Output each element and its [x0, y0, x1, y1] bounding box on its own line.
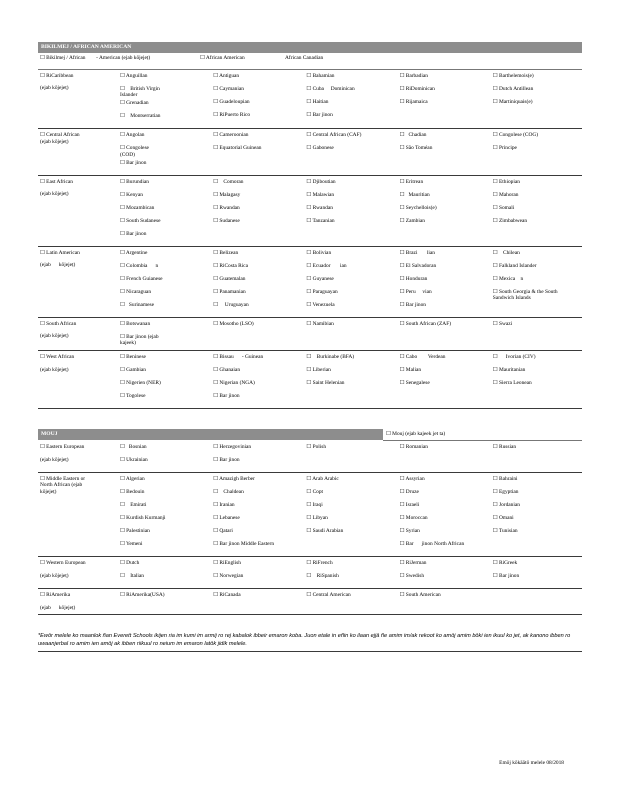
option-checkbox[interactable]: ☐ Cabo Verdean — [399, 354, 446, 361]
option-checkbox[interactable]: ☐ South American — [399, 592, 441, 599]
option-checkbox[interactable]: ☐ Namibian — [306, 320, 334, 327]
option-mouj[interactable]: ☐ Mouj (ejab kajeek jet ta) — [383, 429, 582, 441]
option-checkbox[interactable]: ☐ Italian — [120, 573, 144, 580]
option-checkbox[interactable]: ☐ Ecuador ian — [306, 262, 347, 269]
option-checkbox[interactable]: ☐ Anguillan — [120, 73, 148, 79]
option-checkbox[interactable]: ☐ Bedouin — [120, 489, 145, 496]
option-checkbox[interactable]: ☐ Honduran — [399, 275, 428, 282]
option-checkbox[interactable]: ☐ Equatorial Guinean — [213, 145, 262, 152]
option-checkbox[interactable]: ☐ South African (ZAF) — [399, 320, 451, 327]
option-checkbox[interactable]: ☐ Zimbabwean — [492, 217, 528, 224]
option-african-american[interactable]: ☐ African American — [200, 55, 245, 61]
option-checkbox[interactable]: ☐ Mexica n — [492, 275, 524, 282]
option-column — [118, 443, 209, 469]
option-checkbox[interactable]: ☐ Bar jinon — [120, 159, 147, 166]
option-checkbox — [491, 111, 582, 124]
option-checkbox[interactable]: ☐ RiDominican — [399, 86, 435, 92]
option-checkbox[interactable]: ☐ Kurdish Kurmanji — [120, 515, 166, 522]
option-column — [398, 178, 489, 243]
option-checkbox[interactable]: ☐ Bar jinon Middle Eastern — [213, 541, 275, 548]
option-checkbox[interactable]: ☐ Antiguan — [213, 73, 240, 79]
option-checkbox[interactable]: ☐ Malian — [399, 367, 422, 374]
option-checkbox[interactable]: ☐ Guadeloupian — [213, 99, 250, 105]
option-checkbox[interactable]: ☐ Arab Arabic — [306, 476, 339, 483]
group-label-checkbox[interactable]: ☐ South African (ejab kōjejeṭ) — [40, 320, 77, 340]
option-checkbox[interactable]: ☐ Bar jinon (ejab kajeek) — [120, 333, 159, 347]
option-checkbox — [491, 591, 582, 604]
option-checkbox[interactable]: ☐ Rwandan — [213, 204, 240, 211]
option-checkbox[interactable]: ☐ Angolan — [120, 132, 145, 139]
option-column — [398, 475, 489, 553]
option-checkbox[interactable]: ☐ Bahamian — [306, 73, 335, 79]
option-column — [211, 72, 302, 125]
option-checkbox[interactable]: ☐ Tunisian — [492, 528, 518, 535]
mouj-header — [38, 429, 582, 441]
option-checkbox[interactable]: ☐ Falkland Islander — [492, 262, 537, 269]
option-checkbox[interactable]: ☐ Bissau - Guinean — [213, 354, 264, 361]
option-column — [118, 178, 209, 243]
option-checkbox[interactable]: ☐ Barthelemois(e) — [492, 73, 534, 79]
option-column — [304, 475, 395, 553]
option-checkbox[interactable]: ☐ Chilean — [492, 249, 520, 256]
option-column — [491, 443, 582, 469]
section-title-mouj: MOUJ — [38, 429, 383, 440]
option-checkbox[interactable]: ☐ Assyrian — [399, 476, 425, 483]
option-column — [304, 353, 395, 405]
option-column — [211, 353, 302, 405]
option-column — [118, 559, 209, 585]
option-column — [118, 249, 209, 314]
option-checkbox[interactable]: ☐ Polish — [306, 444, 327, 451]
option-checkbox[interactable]: ☐ Gabonese — [306, 145, 334, 152]
option-column — [304, 443, 395, 469]
group-label-checkbox[interactable]: ☐ Middle Eastern or North African (ejab kōjejeṭ) — [40, 476, 86, 495]
option-column — [398, 72, 489, 125]
option-checkbox[interactable]: ☐ Algerian — [120, 476, 145, 483]
african-american-top-options — [38, 53, 582, 70]
option-checkbox[interactable]: ☐ Brazi lian — [399, 249, 435, 256]
option-checkbox[interactable]: ☐ Uruguayan — [213, 301, 249, 308]
option-checkbox[interactable]: ☐ Copt — [306, 489, 324, 496]
option-checkbox[interactable]: ☐ Syrian — [399, 528, 420, 535]
option-checkbox[interactable]: ☐ Paraguayan — [306, 288, 338, 295]
option-checkbox[interactable]: ☐ Caymanian — [213, 86, 244, 92]
option-checkbox[interactable]: ☐ Mahoran — [492, 191, 519, 198]
option-checkbox[interactable]: ☐ RiFrench — [306, 560, 333, 567]
option-checkbox[interactable]: ☐ Ghanaian — [213, 367, 241, 374]
option-checkbox[interactable]: ☐ Bar jinon — [213, 457, 240, 464]
option-checkbox[interactable]: ☐ RiSpanish — [306, 573, 339, 580]
option-checkbox[interactable]: ☐ Saudi Arabian — [306, 528, 344, 535]
option-column — [211, 591, 302, 611]
option-checkbox[interactable]: ☐ RiGreek — [492, 560, 518, 567]
option-checkbox[interactable]: ☐ Liberian — [306, 367, 331, 374]
option-checkbox[interactable]: ☐ Zambian — [399, 217, 425, 224]
option-checkbox[interactable]: ☐ Central African (CAF) — [306, 132, 362, 139]
option-checkbox[interactable]: ☐ Bar jinon — [120, 230, 147, 237]
option-checkbox[interactable]: ☐ Yemeni — [120, 541, 143, 548]
option-checkbox[interactable]: ☐ Mauritian — [399, 191, 430, 198]
option-checkbox[interactable]: ☐ Dutch Antillean — [492, 86, 534, 92]
option-checkbox[interactable]: ☐ Norwegian — [213, 573, 244, 580]
option-checkbox[interactable]: ☐ Tanzanian — [306, 217, 335, 224]
mouj-groups — [38, 441, 582, 615]
option-checkbox[interactable]: ☐ Chadian — [399, 132, 427, 139]
option-column — [491, 72, 582, 125]
option-checkbox[interactable]: ☐ Nigerian (NGA) — [213, 380, 255, 387]
option-column — [491, 131, 582, 171]
option-column — [491, 320, 582, 347]
group-row — [38, 70, 582, 129]
option-checkbox[interactable]: ☐ Guatemalan — [213, 275, 246, 282]
option-checkbox[interactable]: ☐ Somali — [492, 204, 515, 211]
option-checkbox[interactable]: ☐ Swedish — [399, 573, 425, 580]
option-column — [304, 131, 395, 171]
option-column — [118, 475, 209, 553]
option-checkbox[interactable]: ☐ Bosnian — [120, 444, 147, 451]
option-column — [304, 249, 395, 314]
option-checkbox[interactable]: ☐ RiJerman — [399, 560, 427, 567]
option-column — [491, 475, 582, 553]
option-column — [211, 559, 302, 585]
option-checkbox[interactable]: ☐ Emirati — [120, 502, 147, 509]
option-checkbox[interactable]: ☐ Omani — [492, 515, 514, 522]
group-label-checkbox[interactable]: ☐ Latin American (ejab kōjejeṭ) — [40, 249, 80, 269]
option-checkbox[interactable]: ☐ Congolese (COD) — [120, 145, 149, 158]
option-checkbox[interactable]: ☐ Bar jinon — [213, 393, 240, 400]
option-checkbox[interactable]: ☐ Grenadian — [120, 100, 149, 107]
option-checkbox[interactable]: ☐ Panamanian — [213, 288, 246, 295]
option-checkbox[interactable]: ☐ Peru vian — [399, 288, 432, 295]
option-checkbox[interactable]: ☐ Herzegovinian — [213, 444, 252, 451]
option-column — [118, 320, 209, 347]
option-checkbox[interactable]: ☐ Rwandan — [306, 204, 333, 211]
option-checkbox[interactable]: ☐ RiEnglish — [213, 560, 241, 567]
group-label-checkbox[interactable]: ☐ East African (ejab kōjejeṭ) — [40, 178, 73, 198]
section-title-african-american: BIKILMEJ / AFRICAN AMERICAN — [38, 42, 582, 53]
african-american-groups — [38, 70, 582, 409]
option-checkbox[interactable]: ☐ Guyanese — [306, 275, 334, 282]
option-checkbox[interactable]: ☐ Comoran — [213, 178, 244, 185]
option-column — [211, 320, 302, 347]
option-checkbox[interactable]: ☐ Montserratian — [120, 113, 161, 120]
option-checkbox[interactable]: ☐ Dutch — [120, 560, 140, 567]
group-label-checkbox[interactable]: ☐ Western European (ejab kōjejeṭ) — [40, 560, 86, 579]
option-checkbox[interactable]: ☐ RiCanada — [213, 592, 241, 599]
option-checkbox[interactable]: ☐ Martiniquais(e) — [492, 99, 533, 105]
option-column — [398, 559, 489, 585]
option-checkbox[interactable]: ☐ Burkinabe (BFA) — [306, 354, 355, 361]
option-checkbox[interactable]: ☐ El Salvadoran — [399, 262, 437, 269]
option-checkbox[interactable]: ☐ Iranian — [213, 502, 235, 509]
option-checkbox[interactable]: ☐ Cuba Dominican — [306, 86, 355, 92]
option-column — [304, 559, 395, 585]
option-checkbox[interactable]: ☐ Seychellois(e) — [399, 204, 437, 211]
option-checkbox[interactable]: ☐ Belizean — [213, 249, 239, 256]
option-checkbox[interactable]: ☐ Cameroonian — [213, 132, 249, 139]
option-checkbox[interactable]: ☐ Senegalese — [399, 380, 430, 387]
option-checkbox[interactable]: ☐ Central American — [306, 592, 351, 599]
option-checkbox[interactable]: ☐ Sierra Leonean — [492, 380, 532, 387]
option-checkbox[interactable]: ☐ Libyan — [306, 515, 328, 522]
footnote: *Ewōr melele ko maanlok ñan Everett Schools ikijen ria im kumi im armij ro rej kabalok ibbeir emaron koba. Juon etale in eñin ko ilaan ejjā ñe amim im/ak rekoot ko amōj amim bōki ien ikuul ko jet, ak kanono ibben ro uwaanjerbal ro amim ien amōj ak ibben riikuul ro neium im emaron latōk jidik melele. — [38, 633, 582, 653]
option-checkbox[interactable]: ☐ Jordanian — [492, 502, 520, 509]
option-column — [398, 443, 489, 469]
group-row — [38, 318, 582, 351]
option-checkbox[interactable]: ☐ Djiboutian — [306, 178, 336, 185]
option-checkbox[interactable]: ☐ Rijamaica — [399, 99, 428, 105]
option-column — [398, 353, 489, 405]
option-column — [398, 131, 489, 171]
group-row — [38, 129, 582, 175]
option-checkbox[interactable]: ☐ Qatari — [213, 528, 233, 535]
option-checkbox[interactable]: ☐ RiPuerto Rico — [213, 112, 251, 118]
option-checkbox[interactable]: ☐ Amazigh Berber — [213, 476, 255, 483]
option-checkbox[interactable]: ☐ Mozambican — [120, 204, 155, 211]
option-checkbox[interactable]: ☐ Ukrainian — [120, 457, 148, 464]
group-row — [38, 351, 582, 409]
option-column — [118, 72, 209, 125]
option-column — [491, 249, 582, 314]
option-checkbox[interactable]: ☐ Bar jinon North African — [399, 541, 465, 548]
option-checkbox[interactable]: ☐ Moroccan — [399, 515, 428, 522]
option-checkbox[interactable]: ☐ Beninese — [120, 354, 146, 361]
option-african-canadian[interactable]: African Canadian — [285, 55, 324, 61]
option-checkbox[interactable]: ☐ South Georgia & the South Sandwich Islands — [492, 288, 558, 302]
option-checkbox[interactable]: ☐ Burundian — [120, 178, 149, 185]
option-checkbox[interactable]: ☐ Nicaraguan — [120, 288, 152, 295]
option-checkbox[interactable]: ☐ Ethiopian — [492, 178, 520, 185]
option-checkbox[interactable]: ☐ Palestinian — [120, 528, 150, 535]
revision-date: Emōj kōkāātō melele 08/2018 — [499, 760, 564, 766]
option-checkbox[interactable]: ☐ French Guianese — [120, 275, 163, 282]
option-checkbox[interactable]: ☐ British Virgin Islander — [120, 86, 160, 99]
option-checkbox[interactable]: ☐ Russian — [492, 444, 517, 451]
option-checkbox[interactable]: ☐ Israeli — [399, 502, 420, 509]
option-column — [398, 320, 489, 347]
option-checkbox[interactable]: ☐ Bolivian — [306, 249, 332, 256]
option-checkbox[interactable]: ☐ Lebanese — [213, 515, 240, 522]
option-checkbox[interactable]: ☐ Iraqi — [306, 502, 323, 509]
option-african-american-general[interactable]: ☐ Bikilmej / African - American (ejab kōjejeṭ) — [40, 55, 151, 61]
option-checkbox[interactable]: ☐ Mauritanian — [492, 367, 526, 374]
option-column — [304, 591, 395, 611]
option-checkbox[interactable]: ☐ Ivorian (CIV) — [492, 354, 536, 361]
group-row — [38, 176, 582, 247]
option-checkbox[interactable]: ☐ Botswanan — [120, 320, 151, 327]
group-label-checkbox[interactable]: ☐ Eastern European (ejab kōjejeṭ) — [40, 444, 85, 463]
option-checkbox[interactable]: ☐ Swazi — [492, 320, 513, 327]
option-checkbox[interactable]: ☐ Saint Helenian — [306, 380, 345, 387]
group-label-checkbox[interactable]: ☐ RiCaribbean (ejab kōjejeṭ) — [40, 73, 74, 92]
option-column — [211, 178, 302, 243]
option-checkbox[interactable]: ☐ Congolese (COG) — [492, 132, 539, 139]
option-column — [211, 249, 302, 314]
group-row — [38, 247, 582, 318]
group-row — [38, 473, 582, 557]
option-checkbox[interactable]: ☐ Gambian — [120, 367, 146, 374]
option-checkbox[interactable]: ☐ Bahraini — [492, 476, 518, 483]
option-checkbox[interactable]: ☐ Druze — [399, 489, 419, 496]
option-column — [211, 443, 302, 469]
option-checkbox[interactable]: ☐ RiCosta Rica — [213, 262, 248, 269]
option-checkbox[interactable]: ☐ Barbadian — [399, 73, 428, 79]
option-checkbox[interactable]: ☐ São Toméan — [399, 145, 433, 152]
form-page — [38, 42, 582, 652]
option-checkbox[interactable]: ☐ Bar jinon — [492, 573, 520, 580]
option-column — [491, 353, 582, 405]
group-row — [38, 441, 582, 473]
option-checkbox[interactable]: ☐ Chaldean — [213, 489, 244, 496]
group-label-checkbox[interactable]: ☐ Central African (ejab kōjejeṭ) — [40, 132, 80, 145]
option-checkbox[interactable]: ☐ Eritrean — [399, 178, 424, 185]
option-column — [398, 249, 489, 314]
option-checkbox[interactable]: ☐ Egyptian — [492, 489, 519, 496]
option-column — [304, 320, 395, 347]
group-label-checkbox[interactable]: ☐ RiAmerika (ejab kōjejeṭ) — [40, 592, 76, 611]
option-checkbox[interactable]: ☐ Haitian — [306, 99, 329, 105]
option-checkbox[interactable]: ☐ Romanian — [399, 444, 428, 451]
group-label-checkbox[interactable]: ☐ West African (ejab kōjejeṭ) — [40, 354, 75, 373]
option-column — [118, 591, 209, 611]
option-checkbox[interactable]: ☐ Malawian — [306, 191, 335, 198]
option-checkbox[interactable]: ☐ RiAmerika(USA) — [120, 592, 165, 599]
option-checkbox[interactable]: ☐ Surinamese — [120, 301, 155, 308]
group-row — [38, 589, 582, 615]
option-checkbox[interactable]: ☐ Bar jinon — [306, 112, 333, 118]
option-column — [304, 72, 395, 125]
option-checkbox[interactable]: ☐ Venezuela — [306, 301, 335, 308]
option-checkbox[interactable]: ☐ Togolese — [120, 393, 146, 400]
option-checkbox[interactable]: ☐ Bar jinon — [399, 301, 426, 308]
option-checkbox[interactable]: ☐ Malagasy — [213, 191, 241, 198]
option-checkbox[interactable]: ☐ Nigerien (NER) — [120, 380, 161, 387]
option-column — [118, 353, 209, 405]
option-checkbox[interactable]: ☐ Principe — [492, 145, 517, 152]
option-column — [118, 131, 209, 171]
option-checkbox[interactable]: ☐ Argentine — [120, 249, 148, 256]
option-checkbox — [398, 111, 489, 124]
option-column — [211, 131, 302, 171]
option-column — [211, 475, 302, 553]
option-column — [398, 591, 489, 611]
option-checkbox[interactable]: ☐ Colombia n — [120, 262, 159, 269]
option-checkbox[interactable]: ☐ Kenyan — [120, 191, 143, 198]
option-column — [491, 559, 582, 585]
option-checkbox[interactable]: ☐ Mosotho (LSO) — [213, 320, 254, 327]
option-column — [491, 591, 582, 611]
option-checkbox[interactable]: ☐ South Sudanese — [120, 217, 161, 224]
option-column — [304, 178, 395, 243]
group-row — [38, 557, 582, 589]
option-checkbox[interactable]: ☐ Sudanese — [213, 217, 240, 224]
option-column — [491, 178, 582, 243]
